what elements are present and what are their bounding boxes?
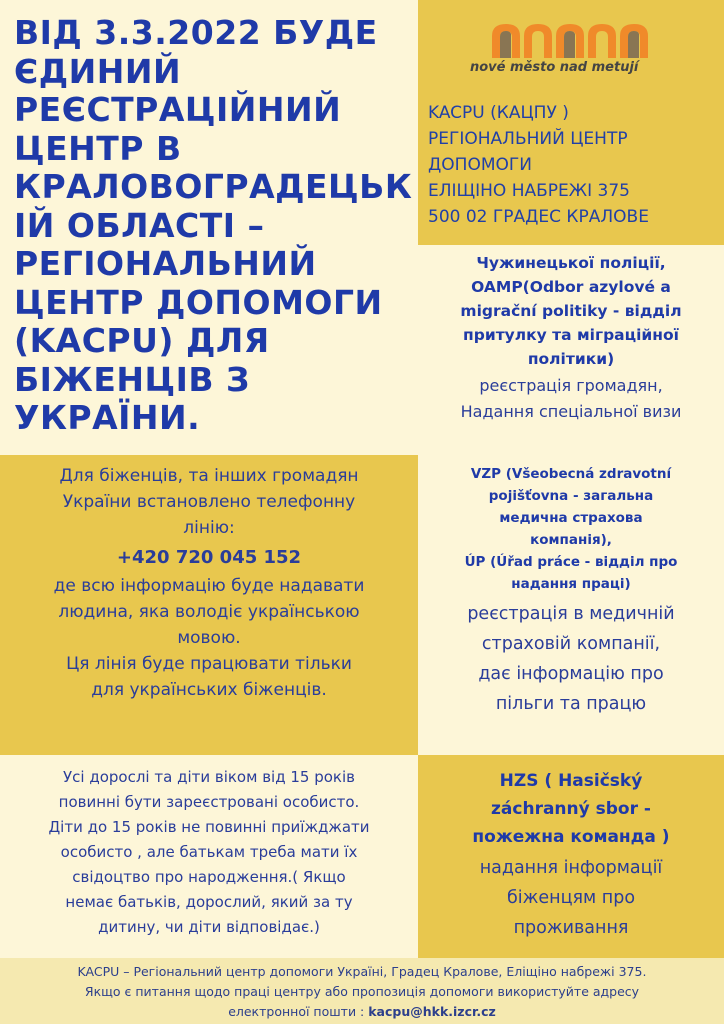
police-title: Чужинецької поліції, OAMP(Odbor azylové a migrační politiky - відділ притулку та міграційної політики) (460, 254, 682, 368)
vzp-title: VZP (Všeobecná zdravotní pojišťovna - загальна медична страхова компанія), ÚP (Úřad práce - відділ про надання праці) (464, 466, 678, 592)
phone-panel (0, 455, 418, 755)
footer-line-1: KACPU – Регіональний центр допомоги Україні, Градец Кралове, Еліщіно набрежі 375. (77, 964, 647, 979)
footer (0, 958, 724, 1024)
hzs-panel (418, 755, 724, 958)
phone-outro: де всю інформацію буде надавати людина, яка володіє українською мовою. Ця лінія буде працювати тільки для українських біженців. (53, 576, 365, 700)
footer-email-link[interactable]: kacpu@hkk.izcr.cz (368, 1004, 496, 1019)
footer-line-2: Якщо є питання щодо праці центру або пропозиція допомоги використуйте адресу (84, 984, 640, 999)
adults-panel (0, 755, 418, 958)
footer-email-prefix: електронної пошти : (228, 1004, 369, 1019)
address-panel (418, 0, 724, 245)
hzs-title: HZS ( Hasičský záchranný sbor - пожежна команда ) (472, 771, 670, 847)
footer-text (0, 962, 724, 1022)
center-address: KACPU (КАЦПУ ) РЕГІОНАЛЬНИЙ ЦЕНТР ДОПОМОГИ ЕЛІЩІНО НАБРЕЖІ 375 500 02 ГРАДЕС КРАЛОВЕ (428, 103, 649, 227)
town-logo (490, 22, 655, 58)
police-description: реєстрація громадян, Надання спеціальної визи (460, 376, 682, 421)
vzp-description: реєстрація в медичній страховій компанії, дає інформацію про пільги та працю (467, 604, 675, 714)
phone-number[interactable]: +420 720 045 152 (116, 547, 302, 568)
page-headline: ВІД 3.3.2022 БУДЕ ЄДИНИЙ РЕЄСТРАЦІЙНИЙ ЦЕНТР В КРАЛОВОГРАДЕЦЬК ІЙ ОБЛАСТІ – РЕГІОНАЛЬНИЙ ЦЕНТР ДОПОМОГИ (KACPU) ДЛЯ БІЖЕНЦІВ З УКРАЇНИ. (14, 13, 413, 437)
logo-wordmark: nové město nad metují (470, 60, 639, 75)
vzp-panel (418, 455, 724, 755)
phone-intro: Для біженців, та інших громадян України встановлено телефонну лінію: (59, 466, 359, 538)
title-panel (0, 0, 418, 455)
hzs-description: надання інформації біженцям про проживання (479, 858, 663, 938)
footer-line-3 (0, 1002, 724, 1022)
police-panel (418, 245, 724, 455)
adults-registration-text: Усі дорослі та діти віком від 15 років повинні бути зареєстровані особисто. Діти до 15 років не повинні приїжджати особисто , але батькам треба мати їх свідоцтво про народження.( Якщо немає батьків, дорослий, який за ту дитину, чи діти відповідає.) (48, 768, 370, 936)
